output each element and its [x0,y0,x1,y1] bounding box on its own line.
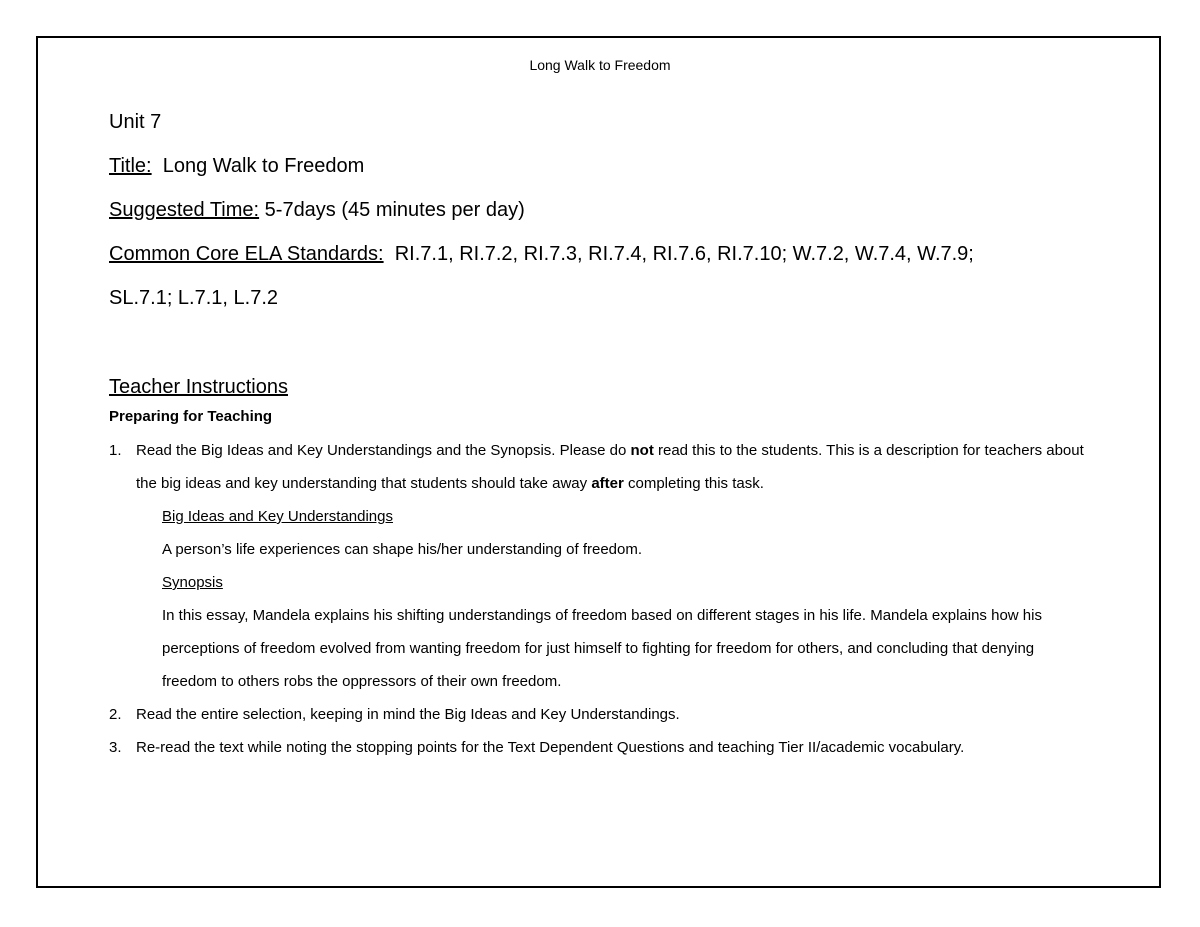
list-item-number: 3. [109,739,122,756]
item1-text-b: read this to the students. This is a description for teachers about the big ideas and key understanding that students should take away [136,442,1084,492]
list-item [109,434,1089,698]
big-ideas-text: A person’s life experiences can shape his/her understanding of freedom. [162,541,643,558]
item1-bold-not: not [630,442,654,459]
item1-text-a: Read the Big Ideas and Key Understandings and the Synopsis. Please do [136,442,631,459]
list-item-text [136,434,1089,500]
standards-value-line1: RI.7.1, RI.7.2, RI.7.3, RI.7.4, RI.7.6, RI.7.10; W.7.2, W.7.4, W.7.9; [394,243,974,265]
running-header: Long Walk to Freedom [529,57,671,73]
list-item-number: 1. [109,442,122,459]
document-content [109,100,1089,764]
list-item [109,731,1089,764]
list-item-number: 2. [109,706,122,723]
synopsis-text: In this essay, Mandela explains his shifting understandings of freedom based on different stages in his life. Mandela explains how his perceptions of freedom evolved from wanting freedom for just himself to fighting for freedom for others, and concluding that denying freedom to others robs the oppressors of their own freedom. [162,607,1042,690]
standards-value-line2: SL.7.1; L.7.1, L.7.2 [109,287,279,309]
title-label: Title: [109,155,152,177]
standards-line [109,232,1089,276]
item1-bold-after: after [591,475,624,492]
suggested-time-value: 5-7days (45 minutes per day) [264,199,525,221]
title-line [109,144,1089,188]
list-item-text: Re-read the text while noting the stopping points for the Text Dependent Questions and teaching Tier II/academic vocabulary. [136,739,965,756]
teacher-instructions-heading: Teacher Instructions [109,376,288,398]
item1-text-c: completing this task. [623,475,764,492]
suggested-time-line [109,188,1089,232]
preparing-for-teaching-subheading: Preparing for Teaching [109,408,273,425]
standards-label: Common Core ELA Standards: [109,243,384,265]
suggested-time-label: Suggested Time: [109,199,260,221]
synopsis-heading: Synopsis [162,574,223,591]
big-ideas-heading: Big Ideas and Key Understandings [162,508,393,525]
instruction-list [109,434,1089,764]
unit-label: Unit 7 [109,111,162,133]
list-item [109,698,1089,731]
title-value: Long Walk to Freedom [162,155,365,177]
list-item-text: Read the entire selection, keeping in mind the Big Ideas and Key Understandings. [136,706,680,723]
